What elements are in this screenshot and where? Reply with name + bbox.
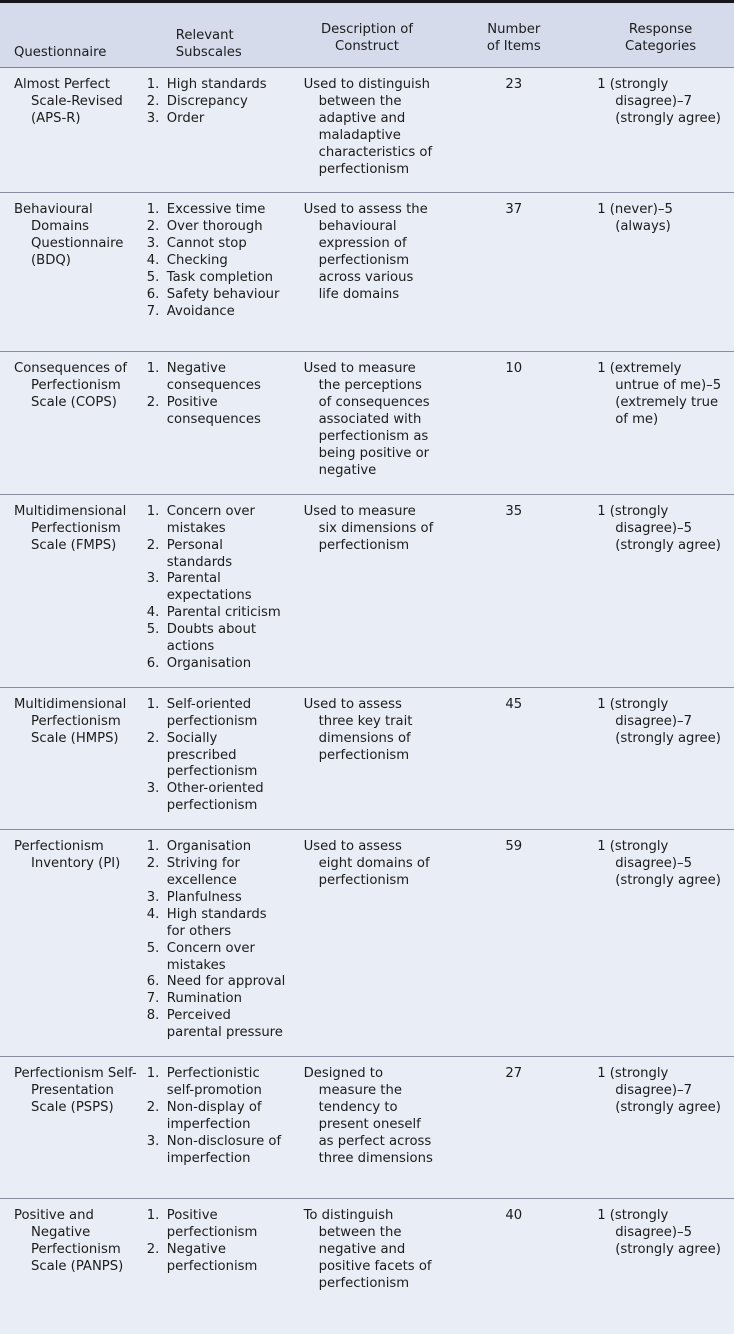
- column-header-items-line2: of Items: [444, 38, 583, 55]
- column-header-description-line2: Construct: [298, 38, 437, 55]
- cell-response-categories: 1 (strongly disagree)–7 (strongly agree): [587, 68, 734, 193]
- subscale-number: 1.: [147, 1066, 163, 1083]
- subscale-label: Cannot stop: [167, 236, 247, 251]
- subscale-number: 3.: [147, 111, 163, 128]
- subscale-list-item: [147, 974, 288, 991]
- subscale-list-item: [147, 236, 288, 253]
- cell-subscales: [147, 352, 294, 494]
- column-header-items: [440, 3, 587, 68]
- cell-questionnaire: Positive and Negative Perfectionism Scale (PANPS): [0, 1199, 147, 1334]
- subscale-label: Organisation: [167, 656, 251, 671]
- subscale-label: Positive perfectionism: [167, 1208, 258, 1240]
- column-header-description: [294, 3, 441, 68]
- table-row: [0, 352, 734, 494]
- subscale-label: Concern over mistakes: [167, 504, 255, 536]
- subscale-number: 2.: [147, 538, 163, 555]
- subscale-number: 4.: [147, 907, 163, 924]
- cell-subscales: [147, 830, 294, 1057]
- subscale-label: Avoidance: [167, 304, 235, 319]
- cell-subscales: [147, 1199, 294, 1334]
- subscale-label: Other-oriented perfectionism: [167, 781, 264, 813]
- subscale-label: Need for approval: [167, 974, 286, 989]
- subscale-label: Negative consequences: [167, 361, 261, 393]
- subscale-list-item: [147, 605, 288, 622]
- column-header-questionnaire-label: Questionnaire: [14, 45, 106, 60]
- subscale-number: 1.: [147, 202, 163, 219]
- subscale-list: [147, 839, 288, 1042]
- table-header-row: [0, 3, 734, 68]
- column-header-questionnaire: [0, 3, 147, 68]
- table-row: [0, 1199, 734, 1334]
- column-header-response: [587, 3, 734, 68]
- subscale-label: Planfulness: [167, 890, 242, 905]
- subscale-list: [147, 77, 288, 128]
- table-row: [0, 830, 734, 1057]
- column-header-items-line1: Number: [444, 21, 583, 38]
- subscale-label: Parental expectations: [167, 571, 252, 603]
- column-header-response-line1: Response: [591, 21, 730, 38]
- cell-number-of-items: 10: [440, 352, 587, 494]
- subscale-number: 2.: [147, 94, 163, 111]
- subscale-list-item: [147, 907, 288, 941]
- cell-questionnaire: Multidimensional Perfectionism Scale (FMPS): [0, 494, 147, 687]
- subscale-list-item: [147, 395, 288, 429]
- subscale-label: Order: [167, 111, 204, 126]
- subscale-number: 8.: [147, 1008, 163, 1025]
- table-body: [0, 68, 734, 1334]
- subscale-list-item: [147, 941, 288, 975]
- subscale-number: 1.: [147, 361, 163, 378]
- subscale-list: [147, 1208, 288, 1276]
- subscale-label: Perfectionistic self-promotion: [167, 1066, 262, 1098]
- subscale-label: Concern over mistakes: [167, 941, 255, 973]
- subscale-number: 5.: [147, 270, 163, 287]
- subscale-list-item: [147, 571, 288, 605]
- subscale-number: 4.: [147, 605, 163, 622]
- subscale-number: 3.: [147, 781, 163, 798]
- subscale-list-item: [147, 1242, 288, 1276]
- subscale-list-item: [147, 781, 288, 815]
- cell-response-categories: 1 (strongly disagree)–5 (strongly agree): [587, 1199, 734, 1334]
- cell-response-categories: 1 (never)–5 (always): [587, 193, 734, 352]
- subscale-label: Personal standards: [167, 538, 232, 570]
- subscale-number: 1.: [147, 1208, 163, 1225]
- subscale-label: Safety behaviour: [167, 287, 280, 302]
- subscale-label: Negative perfectionism: [167, 1242, 258, 1274]
- subscale-list: [147, 504, 288, 673]
- subscale-label: Over thorough: [167, 219, 263, 234]
- subscale-number: 4.: [147, 253, 163, 270]
- subscale-list-item: [147, 270, 288, 287]
- subscale-label: Striving for excellence: [167, 856, 240, 888]
- subscale-list-item: [147, 1066, 288, 1100]
- subscale-label: Organisation: [167, 839, 251, 854]
- subscale-number: 1.: [147, 839, 163, 856]
- subscale-number: 5.: [147, 622, 163, 639]
- subscale-list-item: [147, 856, 288, 890]
- cell-number-of-items: 35: [440, 494, 587, 687]
- subscale-number: 6.: [147, 287, 163, 304]
- subscale-list-item: [147, 202, 288, 219]
- table-row: [0, 193, 734, 352]
- column-header-response-line2: Categories: [591, 38, 730, 55]
- cell-number-of-items: 27: [440, 1057, 587, 1199]
- subscale-label: Discrepancy: [167, 94, 248, 109]
- subscale-list-item: [147, 111, 288, 128]
- cell-description: Used to assess three key trait dimensions of perfectionism: [294, 687, 441, 829]
- subscale-number: 1.: [147, 77, 163, 94]
- cell-description: To distinguish between the negative and positive facets of perfectionism: [294, 1199, 441, 1334]
- subscale-label: Parental criticism: [167, 605, 281, 620]
- subscale-list-item: [147, 504, 288, 538]
- subscale-number: 5.: [147, 941, 163, 958]
- subscale-label: Excessive time: [167, 202, 266, 217]
- cell-questionnaire: Multidimensional Perfectionism Scale (HMPS): [0, 687, 147, 829]
- table-row: [0, 68, 734, 193]
- cell-subscales: [147, 494, 294, 687]
- subscale-label: Self-oriented perfectionism: [167, 697, 258, 729]
- subscale-list-item: [147, 538, 288, 572]
- subscale-label: Socially prescribed perfectionism: [167, 731, 258, 780]
- subscale-list-item: [147, 253, 288, 270]
- cell-questionnaire: Almost Perfect Scale-Revised (APS-R): [0, 68, 147, 193]
- column-header-description-line1: Description of: [298, 21, 437, 38]
- cell-subscales: [147, 193, 294, 352]
- subscale-number: 7.: [147, 304, 163, 321]
- cell-questionnaire: Perfectionism Inventory (PI): [0, 830, 147, 1057]
- subscale-list-item: [147, 361, 288, 395]
- subscale-number: 1.: [147, 697, 163, 714]
- cell-description: Used to assess the behavioural expression of perfectionism across various life domains: [294, 193, 441, 352]
- table-header: [0, 3, 734, 68]
- subscale-label: Non-disclosure of imperfection: [167, 1134, 281, 1166]
- subscale-number: 2.: [147, 731, 163, 748]
- cell-subscales: [147, 687, 294, 829]
- cell-response-categories: 1 (strongly disagree)–5 (strongly agree): [587, 830, 734, 1057]
- table-row: [0, 1057, 734, 1199]
- subscale-list-item: [147, 287, 288, 304]
- cell-description: Used to measure the perceptions of consequences associated with perfectionism as being positive or negative: [294, 352, 441, 494]
- subscale-list-item: [147, 304, 288, 321]
- subscale-label: High standards: [167, 77, 267, 92]
- subscale-list-item: [147, 656, 288, 673]
- table-row: [0, 687, 734, 829]
- cell-number-of-items: 37: [440, 193, 587, 352]
- subscale-list: [147, 361, 288, 429]
- subscale-list-item: [147, 839, 288, 856]
- subscale-number: 6.: [147, 974, 163, 991]
- subscale-list-item: [147, 1208, 288, 1242]
- subscale-number: 3.: [147, 890, 163, 907]
- cell-number-of-items: 45: [440, 687, 587, 829]
- cell-description: Designed to measure the tendency to present oneself as perfect across three dimensions: [294, 1057, 441, 1199]
- subscale-list-item: [147, 1100, 288, 1134]
- cell-description: Used to assess eight domains of perfectionism: [294, 830, 441, 1057]
- subscale-list: [147, 202, 288, 320]
- subscale-label: Perceived parental pressure: [167, 1008, 283, 1040]
- cell-subscales: [147, 68, 294, 193]
- cell-number-of-items: 59: [440, 830, 587, 1057]
- subscale-list-item: [147, 77, 288, 94]
- subscale-number: 3.: [147, 571, 163, 588]
- cell-response-categories: 1 (strongly disagree)–5 (strongly agree): [587, 494, 734, 687]
- subscale-label: Task completion: [167, 270, 273, 285]
- subscale-number: 2.: [147, 1100, 163, 1117]
- subscale-number: 3.: [147, 236, 163, 253]
- cell-questionnaire: Behavioural Domains Questionnaire (BDQ): [0, 193, 147, 352]
- cell-number-of-items: 23: [440, 68, 587, 193]
- subscale-label: Rumination: [167, 991, 242, 1006]
- subscale-list-item: [147, 219, 288, 236]
- cell-number-of-items: 40: [440, 1199, 587, 1334]
- cell-questionnaire: Perfectionism Self-Presentation Scale (PSPS): [0, 1057, 147, 1199]
- cell-response-categories: 1 (strongly disagree)–7 (strongly agree): [587, 1057, 734, 1199]
- subscale-list-item: [147, 890, 288, 907]
- cell-description: Used to distinguish between the adaptive and maladaptive characteristics of perfectionism: [294, 68, 441, 193]
- subscale-label: Positive consequences: [167, 395, 261, 427]
- subscale-number: 6.: [147, 656, 163, 673]
- subscale-label: Non-display of imperfection: [167, 1100, 262, 1132]
- cell-subscales: [147, 1057, 294, 1199]
- subscale-label: High standards for others: [167, 907, 267, 939]
- cell-description: Used to measure six dimensions of perfectionism: [294, 494, 441, 687]
- subscale-list: [147, 697, 288, 815]
- column-header-subscales-label: Relevant Subscales: [176, 28, 242, 60]
- cell-questionnaire: Consequences of Perfectionism Scale (COPS): [0, 352, 147, 494]
- subscale-list-item: [147, 731, 288, 782]
- subscale-label: Checking: [167, 253, 228, 268]
- column-header-subscales: [147, 3, 294, 68]
- subscale-number: 7.: [147, 991, 163, 1008]
- subscale-number: 3.: [147, 1134, 163, 1151]
- subscale-list-item: [147, 1008, 288, 1042]
- subscale-list-item: [147, 991, 288, 1008]
- subscale-list-item: [147, 697, 288, 731]
- subscale-number: 2.: [147, 1242, 163, 1259]
- subscale-number: 2.: [147, 395, 163, 412]
- subscale-list-item: [147, 622, 288, 656]
- perfectionism-questionnaires-table: [0, 3, 734, 1334]
- subscale-list-item: [147, 94, 288, 111]
- subscale-number: 2.: [147, 219, 163, 236]
- subscale-list: [147, 1066, 288, 1167]
- table-row: [0, 494, 734, 687]
- subscale-label: Doubts about actions: [167, 622, 256, 654]
- subscale-number: 2.: [147, 856, 163, 873]
- cell-response-categories: 1 (extremely untrue of me)–5 (extremely true of me): [587, 352, 734, 494]
- subscale-list-item: [147, 1134, 288, 1168]
- subscale-number: 1.: [147, 504, 163, 521]
- cell-response-categories: 1 (strongly disagree)–7 (strongly agree): [587, 687, 734, 829]
